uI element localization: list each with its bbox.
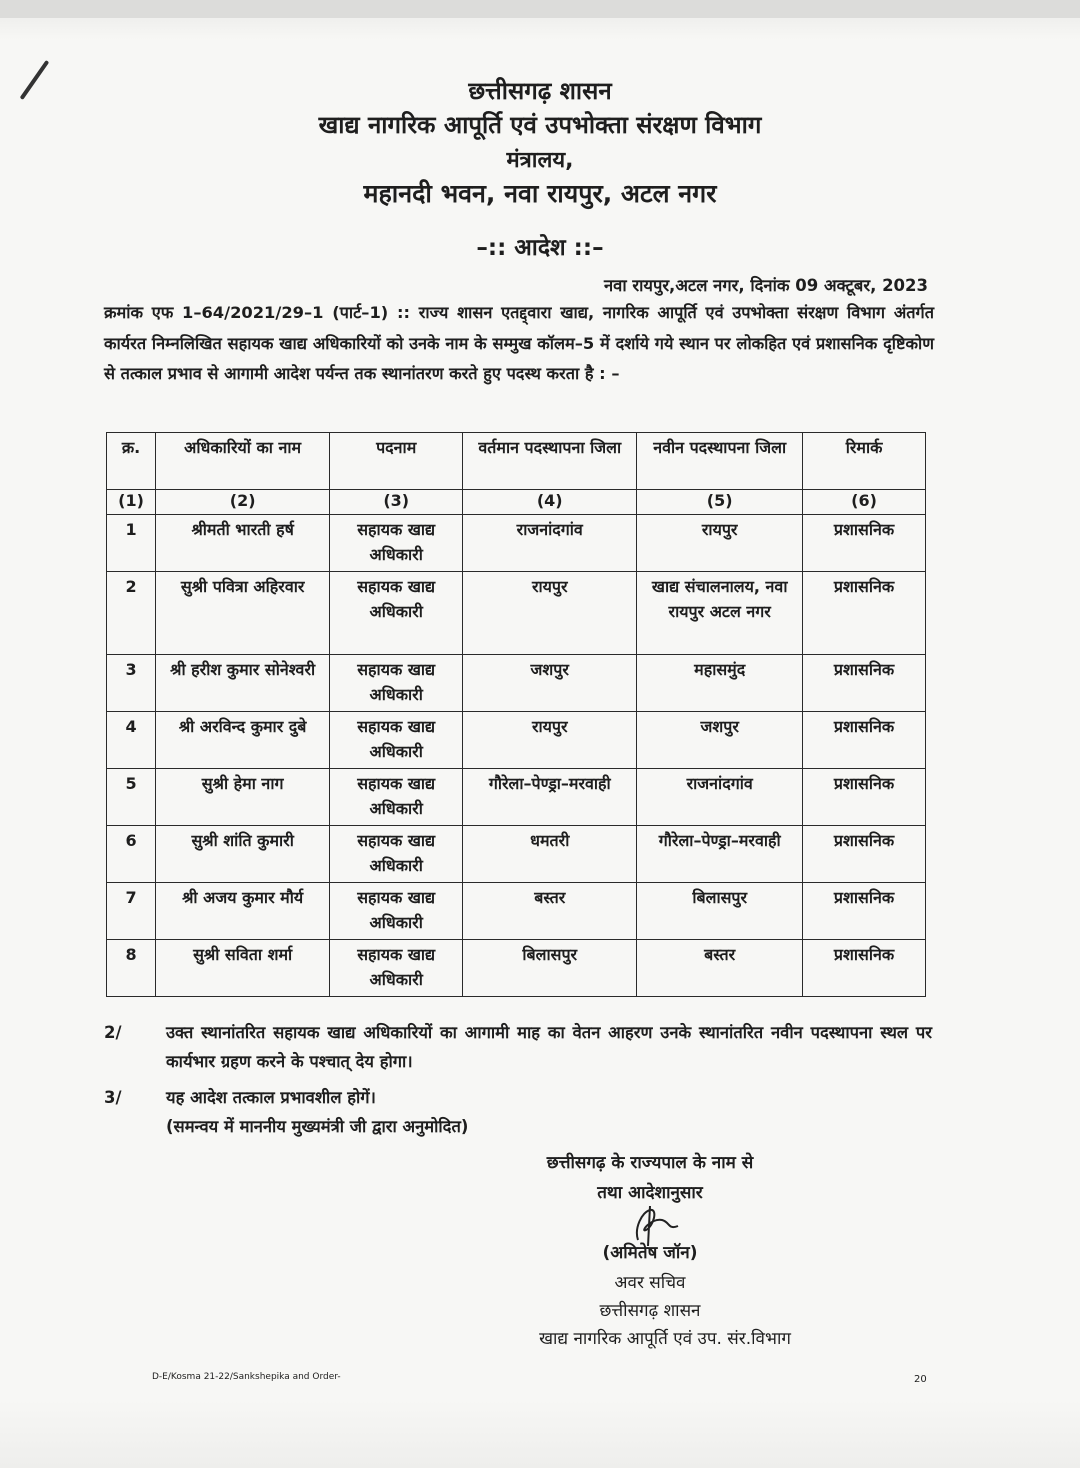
cell-sno: 4 bbox=[107, 712, 156, 769]
cell-new-district: राजनांदगांव bbox=[637, 769, 803, 826]
cell-sno: 1 bbox=[107, 515, 156, 572]
header-name: अधिकारियों का नाम bbox=[156, 433, 330, 490]
signature-order-line: तथा आदेशानुसार bbox=[597, 1183, 703, 1203]
point-number: 2/ bbox=[104, 1023, 122, 1042]
point-text: उक्त स्थानांतरित सहायक खाद्य अधिकारियों का आगामी माह का वेतन आहरण उनके स्थानांतरित नवीन पदस्थापना स्थल पर कार्यभार ग्रहण करने के पश्चात् देय होगा। bbox=[166, 1023, 932, 1071]
table-row bbox=[107, 769, 926, 826]
cell-new-district: रायपुर bbox=[637, 515, 803, 572]
cell-new-district: बस्तर bbox=[637, 940, 803, 997]
table-row bbox=[107, 940, 926, 997]
table-row bbox=[107, 826, 926, 883]
cell-name: सुश्री पवित्रा अहिरवार bbox=[156, 572, 330, 655]
transfer-table bbox=[106, 432, 926, 997]
cell-current-district: बस्तर bbox=[463, 883, 637, 940]
point-text bbox=[166, 1083, 932, 1141]
cell-new-district: महासमुंद bbox=[637, 655, 803, 712]
cell-remark: प्रशासनिक bbox=[803, 572, 926, 655]
page-number: 20 bbox=[914, 1374, 927, 1385]
signatory-department: खाद्य नागरिक आपूर्ति एवं उप. संर.विभाग bbox=[539, 1329, 791, 1349]
table-row bbox=[107, 883, 926, 940]
cell-new-district: खाद्य संचालनालय, नवा रायपुर अटल नगर bbox=[637, 572, 803, 655]
cell-remark: प्रशासनिक bbox=[803, 826, 926, 883]
col-number: (6) bbox=[803, 490, 926, 515]
cell-sno: 5 bbox=[107, 769, 156, 826]
cell-new-district: जशपुर bbox=[637, 712, 803, 769]
col-number: (5) bbox=[637, 490, 803, 515]
cell-remark: प्रशासनिक bbox=[803, 515, 926, 572]
intro-paragraph: क्रमांक एफ 1–64/2021/29–1 (पार्ट–1) :: राज्य शासन एतद्द्वारा खाद्य, नागरिक आपूर्ति एवं उपभोक्ता संरक्षण विभाग अंतर्गत कार्यरत निम्नलिखित सहायक खाद्य अधिकारियों को उनके नाम के सम्मुख कॉलम–5 में दर्शाये गये स्थान पर लोकहित एवं प्रशासनिक दृष्टिकोण से तत्काल प्रभाव से आगामी आदेश पर्यन्त तक स्थानांतरण करते हुए पदस्थ करता है : – bbox=[104, 303, 934, 383]
order-title: –:: आदेश ::– bbox=[476, 235, 604, 261]
department-name: खाद्य नागरिक आपूर्ति एवं उपभोक्ता संरक्षण विभाग bbox=[318, 111, 762, 139]
ministry: मंत्रालय, bbox=[506, 148, 574, 173]
cell-remark: प्रशासनिक bbox=[803, 655, 926, 712]
column-number-row bbox=[107, 490, 926, 515]
point-3-line1: यह आदेश तत्काल प्रभावशील होगें। bbox=[166, 1088, 376, 1107]
header-current-district: वर्तमान पदस्थापना जिला bbox=[463, 433, 637, 490]
cell-current-district: धमतरी bbox=[463, 826, 637, 883]
col-number: (3) bbox=[330, 490, 463, 515]
cell-designation: सहायक खाद्य अधिकारी bbox=[330, 826, 463, 883]
cell-current-district: गौरेला–पेण्ड्रा–मरवाही bbox=[463, 769, 637, 826]
date-line: नवा रायपुर,अटल नगर, दिनांक 09 अक्टूबर, 2023 bbox=[604, 276, 928, 295]
table-row bbox=[107, 515, 926, 572]
cell-current-district: राजनांदगांव bbox=[463, 515, 637, 572]
table-row bbox=[107, 572, 926, 655]
cell-designation: सहायक खाद्य अधिकारी bbox=[330, 515, 463, 572]
cell-name: श्री अरविन्द कुमार दुबे bbox=[156, 712, 330, 769]
cell-sno: 2 bbox=[107, 572, 156, 655]
cell-designation: सहायक खाद्य अधिकारी bbox=[330, 769, 463, 826]
cell-designation: सहायक खाद्य अधिकारी bbox=[330, 883, 463, 940]
cell-name: श्री अजय कुमार मौर्य bbox=[156, 883, 330, 940]
cell-name: श्रीमती भारती हर्ष bbox=[156, 515, 330, 572]
col-number: (4) bbox=[463, 490, 637, 515]
cell-designation: सहायक खाद्य अधिकारी bbox=[330, 712, 463, 769]
cell-name: सुश्री शांति कुमारी bbox=[156, 826, 330, 883]
cell-current-district: रायपुर bbox=[463, 572, 637, 655]
cell-remark: प्रशासनिक bbox=[803, 883, 926, 940]
signature-authority-line: छत्तीसगढ़ के राज्यपाल के नाम से bbox=[546, 1153, 754, 1173]
scan-edge bbox=[0, 0, 1080, 18]
col-number: (2) bbox=[156, 490, 330, 515]
cell-designation: सहायक खाद्य अधिकारी bbox=[330, 655, 463, 712]
cell-new-district: गौरेला–पेण्ड्रा–मरवाही bbox=[637, 826, 803, 883]
signatory-name: (अमितेष जॉन) bbox=[602, 1243, 698, 1263]
point-2 bbox=[104, 1018, 934, 1078]
signatory-designation: अवर सचिव bbox=[614, 1273, 686, 1293]
table-header-row bbox=[107, 433, 926, 490]
header-new-district: नवीन पदस्थापना जिला bbox=[637, 433, 803, 490]
cell-sno: 7 bbox=[107, 883, 156, 940]
cell-sno: 6 bbox=[107, 826, 156, 883]
cell-new-district: बिलासपुर bbox=[637, 883, 803, 940]
col-number: (1) bbox=[107, 490, 156, 515]
footer-reference: D-E/Kosma 21-22/Sankshepika and Order- bbox=[152, 1372, 341, 1382]
cell-sno: 3 bbox=[107, 655, 156, 712]
header-sno: क्र. bbox=[107, 433, 156, 490]
table-row bbox=[107, 655, 926, 712]
cell-current-district: बिलासपुर bbox=[463, 940, 637, 997]
cell-name: सुश्री हेमा नाग bbox=[156, 769, 330, 826]
point-number: 3/ bbox=[104, 1088, 122, 1107]
cell-current-district: जशपुर bbox=[463, 655, 637, 712]
header-remark: रिमार्क bbox=[803, 433, 926, 490]
govt-name: छत्तीसगढ़ शासन bbox=[468, 77, 612, 105]
cell-remark: प्रशासनिक bbox=[803, 769, 926, 826]
cell-sno: 8 bbox=[107, 940, 156, 997]
cell-current-district: रायपुर bbox=[463, 712, 637, 769]
table-row bbox=[107, 712, 926, 769]
cell-remark: प्रशासनिक bbox=[803, 940, 926, 997]
point-3-line2: (समन्वय में माननीय मुख्यमंत्री जी द्वारा अनुमोदित) bbox=[166, 1117, 469, 1136]
address: महानदी भवन, नवा रायपुर, अटल नगर bbox=[363, 179, 717, 208]
signatory-govt: छत्तीसगढ़ शासन bbox=[599, 1301, 701, 1321]
cell-name: श्री हरीश कुमार सोनेश्वरी bbox=[156, 655, 330, 712]
header-designation: पदनाम bbox=[330, 433, 463, 490]
cell-name: सुश्री सविता शर्मा bbox=[156, 940, 330, 997]
cell-designation: सहायक खाद्य अधिकारी bbox=[330, 572, 463, 655]
point-3 bbox=[104, 1083, 934, 1143]
cell-designation: सहायक खाद्य अधिकारी bbox=[330, 940, 463, 997]
cell-remark: प्रशासनिक bbox=[803, 712, 926, 769]
